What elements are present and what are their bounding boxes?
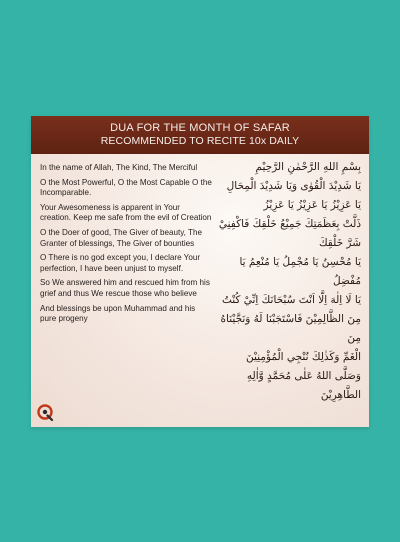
card-title: DUA FOR THE MONTH OF SAFAR — [110, 122, 290, 134]
english-line: O There is no god except you, I declare Your perfection, I have been unjust to myself. — [40, 253, 201, 273]
arabic-line: بِسْمِ اللهِ الرَّحْمٰنِ الرَّحِيْمِ — [255, 161, 361, 173]
arabic-text — [209, 158, 361, 405]
english-line: In the name of Allah, The Kind, The Merciful — [40, 163, 198, 172]
arabic-line: شَرَّ خَلْقِكَ — [318, 237, 361, 249]
arabic-line: مِنَ الظَّالِمِيْنَ فَاسْتَجَبْنَا لَهُ وَنَجَّيْنَاهُ مِنَ — [220, 313, 361, 344]
arabic-line: يَا شَدِيْدَ الْقُوٰى وَيَا شَدِيْدَ الْمِحَالِ — [226, 180, 361, 192]
dua-card — [31, 116, 369, 427]
arabic-line: يَا مُحْسِنُ يَا مُجْمِلُ يَا مُنْعِمُ يَا مُفْضِلُ — [239, 256, 361, 287]
english-line: And blessings be upon Muhammad and his pure progeny — [40, 303, 196, 324]
arabic-line: وَصَلَّى اللهُ عَلٰى مُحَمَّدٍ وَّاٰلِهِ الطَّاهِرِيْنَ — [246, 370, 361, 401]
card-subtitle: RECOMMENDED TO RECITE 10x DAILY — [100, 135, 300, 147]
arabic-line: يَا لَا اِلٰهَ اِلَّا اَنْتَ سُبْحَانَكَ اِنِّيْ كُنْتُ — [221, 294, 361, 306]
arabic-line: يَا عَزِيْزُ يَا عَزِيْزُ يَا عَزِيْزُ — [263, 199, 361, 211]
logo-icon — [36, 403, 54, 421]
english-line: So We answered him and rescued him from his grief and thus We rescue those who believe — [40, 278, 210, 298]
arabic-line: الْغَمِّ وَكَذٰلِكَ نُنْجِي الْمُؤْمِنِيْنَ — [246, 351, 361, 363]
english-line: Your Awesomeness is apparent in Your creation. Keep me safe from the evil of Creation — [40, 202, 212, 223]
english-line: O the Doer of good, The Giver of beauty, The Granter of blessings, The Giver of bounties — [40, 227, 202, 248]
card-body — [31, 154, 369, 427]
arabic-line: ذَلَّتْ بِعَظَمَتِكَ جَمِيْعُ خَلْقِكَ فَاكْفِنِيْ — [218, 218, 361, 230]
english-translation — [40, 163, 212, 329]
english-line: O the Most Powerful, O the Most Capable O the Incomparable. — [40, 177, 212, 198]
card-header — [31, 116, 369, 154]
